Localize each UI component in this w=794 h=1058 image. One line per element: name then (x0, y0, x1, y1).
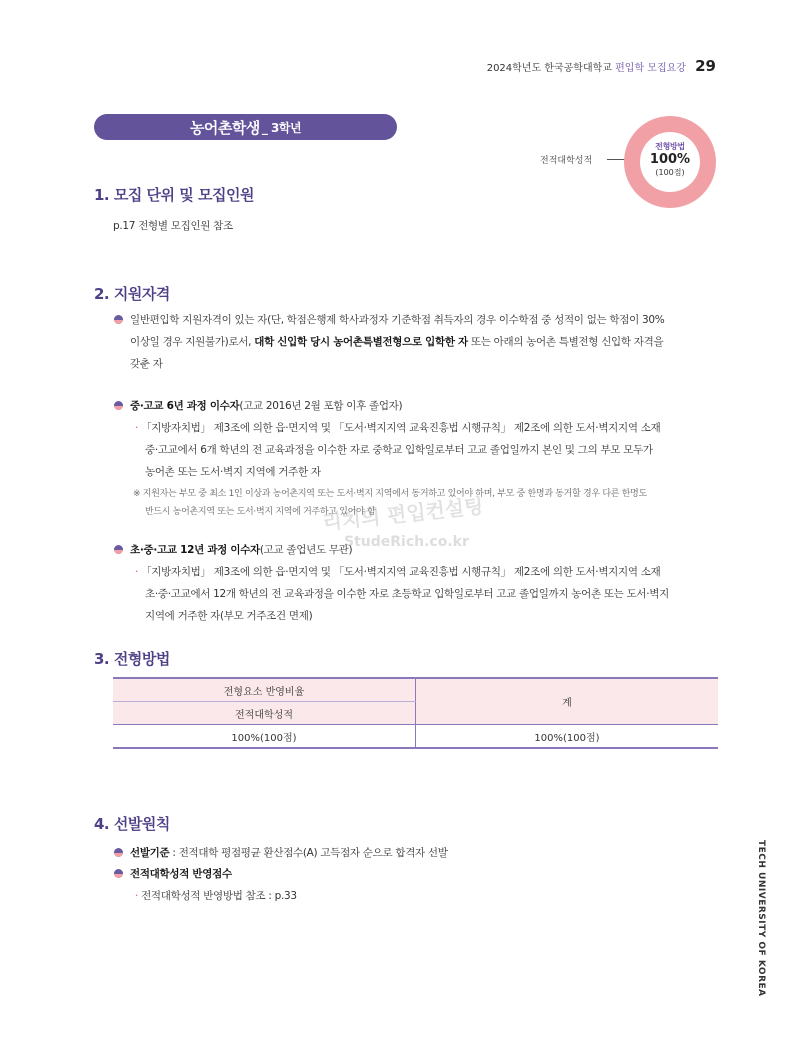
bullet-icon (114, 545, 123, 554)
s2-intro2a: 이상일 경우 지원불가)로서, (130, 336, 252, 348)
s2-a-line2: 중·고교에서 6개 학년의 전 교육과정을 이수한 자로 중학교 입학일로부터 고교 졸업일까지 본인 및 그의 부모 모두가 (145, 444, 653, 456)
title-sub: _ 3학년 (261, 120, 302, 135)
donut-line1: 전형방법 (655, 142, 685, 151)
table-header-total: 계 (416, 678, 719, 725)
running-header (460, 57, 716, 75)
watermark-url: StudeRich.co.kr (344, 534, 469, 550)
s2-a-line3: 농어촌 또는 도서·벽지 지역에 거주한 자 (145, 466, 321, 478)
s4-item1 (130, 845, 448, 860)
header-accent: 편입학 모집요강 (615, 63, 686, 74)
s2-a-line1 (135, 420, 660, 435)
section4-heading: 4. 선발원칙 (94, 815, 170, 833)
dot-icon: · (135, 566, 139, 578)
page-number: 29 (695, 57, 716, 75)
table-cell-grade: 100%(100점) (113, 725, 416, 749)
s4-item1-title: 선발기준 (130, 847, 170, 859)
table-cell-total: 100%(100점) (416, 725, 719, 749)
donut-label: 전적대학성적 (540, 156, 593, 166)
dot-icon: · (135, 422, 139, 434)
selection-ratio-donut (624, 116, 716, 208)
bullet-icon (114, 401, 123, 410)
s4-item2-sub (135, 888, 297, 903)
s2-b-line2: 초·중·고교에서 12개 학년의 전 교육과정을 이수한 자로 초등학교 입학일로부터 고교 졸업일까지 농어촌 또는 도서·벽지 (145, 588, 669, 600)
s2-a-paren: (고교 2016년 2월 포함 이후 졸업자) (239, 400, 403, 412)
dot-icon: · (135, 890, 139, 902)
section3-heading: 3. 전형방법 (94, 650, 170, 668)
s2-b-title: 초·중·고교 12년 과정 이수자 (130, 544, 260, 556)
s2-a-title-line (130, 398, 402, 413)
s2-note-line1: ※ 지원자는 부모 중 최소 1인 이상과 농어촌지역 또는 도서·벽지 지역에서 동거하고 있어야 하며, 부모 중 한명과 동거할 경우 다른 한명도 (133, 489, 647, 499)
s2-b-line1 (135, 564, 660, 579)
s4-item2-title: 전적대학성적 반영점수 (130, 868, 232, 880)
s2-intro-line3: 갖춘 자 (130, 358, 163, 370)
bullet-icon (114, 848, 123, 857)
s2-b-title-line (130, 542, 352, 557)
table-header-ratio: 전형요소 반영비율 (113, 678, 416, 702)
s2-a-title: 중·고교 6년 과정 이수자 (130, 400, 240, 412)
section1-heading: 1. 모집 단위 및 모집인원 (94, 186, 254, 204)
table-header-grade: 전적대학성적 (113, 702, 416, 725)
table-row (113, 678, 718, 702)
s2-intro-line2 (130, 334, 663, 349)
s4-item1-text: : 전적대학 평점평균 환산점수(A) 고득점자 순으로 합격자 선발 (169, 847, 448, 859)
table-row (113, 725, 718, 749)
title-main: 농어촌학생 (189, 118, 260, 137)
donut-line3: (100점) (655, 168, 685, 177)
s2-b-line3: 지역에 거주한 자(부모 거주조건 면제) (145, 610, 313, 622)
selection-method-table (113, 677, 718, 749)
s2-intro2c: 또는 아래의 농어촌 특별전형 신입학 자격을 (470, 336, 664, 348)
watermark-text: 리치의 편입컨설팅 (321, 493, 485, 535)
bullet-icon (114, 315, 123, 324)
bullet-icon (114, 869, 123, 878)
s2-b1-text: 「지방자치법」 제3조에 의한 읍·면지역 및 「도서·벽지지역 교육진흥법 시행규칙」 제2조에 의한 도서·벽지지역 소재 (141, 566, 661, 578)
s4-item2 (130, 866, 232, 881)
s2-intro-line1: 일반편입학 지원자격이 있는 자(단, 학점은행제 학사과정자 기준학점 취득자의 경우 이수학점 중 성적이 없는 학점이 30% (130, 314, 665, 326)
s4-item2-sub-text: 전적대학성적 반영방법 참조 : p.33 (141, 890, 297, 902)
side-university-name: TECH UNIVERSITY OF KOREA (756, 840, 766, 997)
section-title-pill (94, 114, 397, 140)
header-prefix: 2024학년도 한국공학대학교 (486, 63, 612, 74)
s2-b-paren: (고교 졸업년도 무관) (259, 544, 353, 556)
s2-note-line2: 반드시 농어촌지역 또는 도서·벽지 지역에 거주하고 있어야 함 (145, 507, 376, 517)
section1-text: p.17 전형별 모집인원 참조 (113, 220, 233, 232)
donut-line2: 100% (649, 152, 691, 167)
section2-heading: 2. 지원자격 (94, 285, 170, 303)
s2-a1-text: 「지방자치법」 제3조에 의한 읍·면지역 및 「도서·벽지지역 교육진흥법 시행규칙」 제2조에 의한 도서·벽지지역 소재 (141, 422, 661, 434)
s2-intro2b: 대학 신입학 당시 농어촌특별전형으로 입학한 자 (254, 336, 468, 348)
donut-center (640, 132, 700, 192)
